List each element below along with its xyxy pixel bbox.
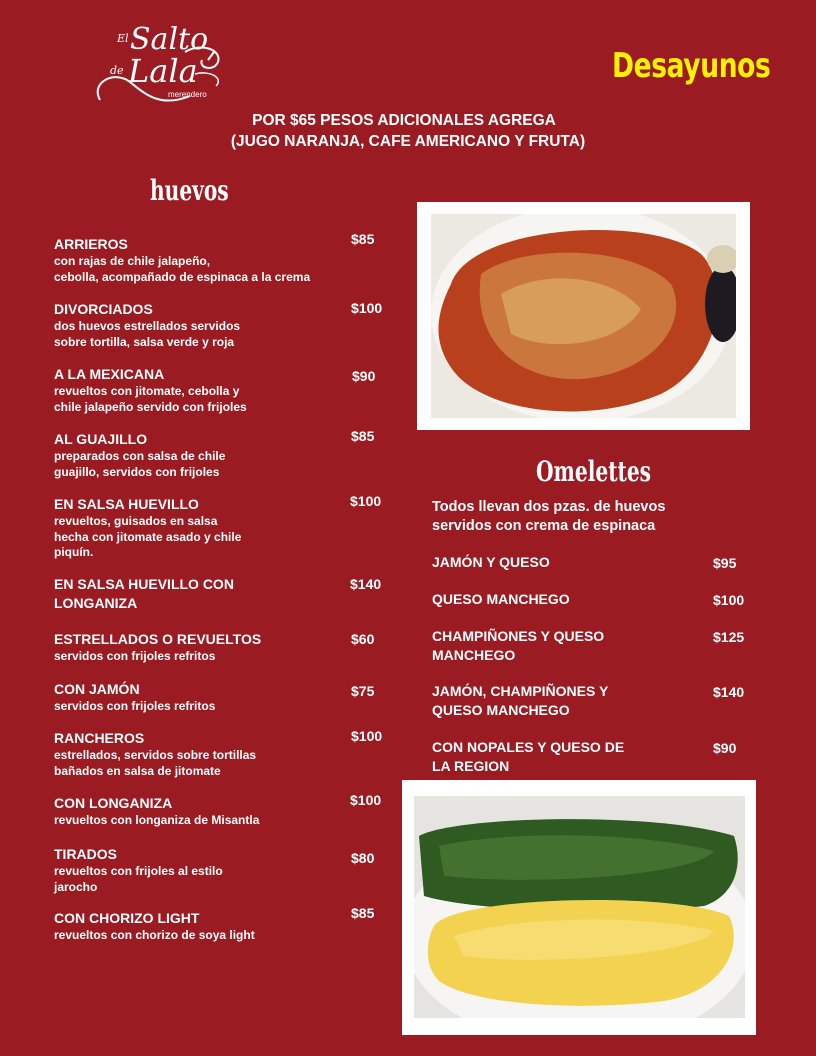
item-description: revueltos con chorizo de soya light (54, 928, 255, 942)
item-price: $100 (351, 728, 383, 744)
item-description: servidos con frijoles refritos (54, 699, 216, 713)
item-name: CON NOPALES Y QUESO DE (432, 739, 625, 755)
item-price: $125 (713, 629, 745, 645)
item-name: ESTRELLADOS O REVUELTOS (54, 631, 262, 647)
item-description: revueltos con jitomate, cebolla y (54, 384, 240, 398)
item-price: $100 (351, 300, 383, 316)
huevos-item (54, 495, 241, 561)
item-name: CON LONGANIZA (54, 795, 173, 811)
omelette-item (432, 590, 570, 609)
item-description: jarocho (54, 879, 98, 894)
item-description: estrellados, servidos sobre tortillas (54, 748, 257, 762)
item-description: sobre tortilla, salsa verde y roja (54, 334, 235, 349)
omelette-dish-photo (414, 796, 745, 1018)
promo-line-2: (JUGO NARANJA, CAFE AMERICANO Y FRUTA) (230, 133, 586, 150)
item-description: chile jalapeño servido con frijoles (54, 399, 247, 414)
huevos-item (54, 845, 223, 895)
item-name: CON JAMÓN (54, 681, 140, 697)
item-description: revueltos con longaniza de Misantla (54, 813, 260, 827)
item-description: piquín. (54, 545, 94, 559)
omelette-item (432, 627, 604, 665)
item-name: EN SALSA HUEVILLO (54, 496, 199, 512)
page-title: Desayunos (612, 46, 771, 86)
item-name: LA REGION (432, 758, 510, 774)
huevos-section-title: huevos (150, 174, 229, 207)
item-name: CON CHORIZO LIGHT (54, 910, 200, 926)
omelettes-intro-line-1: Todos llevan dos pzas. de huevos (432, 499, 666, 515)
huevos-item (54, 909, 255, 944)
item-description: revueltos, guisados en salsa (54, 514, 218, 528)
huevos-item (54, 235, 310, 285)
item-description: hecha con jitomate asado y chile (54, 529, 242, 544)
item-name: EN SALSA HUEVILLO CON (54, 576, 234, 592)
huevos-item (54, 300, 240, 350)
item-name: DIVORCIADOS (54, 301, 153, 317)
omelettes-intro-line-2: servidos con crema de espinaca (432, 518, 656, 534)
photo-frame-omelette (402, 780, 756, 1035)
omelette-item (432, 738, 624, 776)
item-price: $100 (350, 792, 382, 808)
item-price: $90 (352, 368, 376, 384)
item-price: $95 (713, 555, 737, 571)
item-name: AL GUAJILLO (54, 431, 148, 447)
huevos-item (54, 365, 247, 415)
item-description: revueltos con frijoles al estilo (54, 864, 223, 878)
item-name: JAMÓN Y QUESO (432, 554, 550, 570)
logo-text-merendero: merendero (168, 90, 207, 99)
promo-line-1: POR $65 PESOS ADICIONALES AGREGA (252, 112, 556, 129)
item-price: $140 (713, 684, 745, 700)
huevos-item (54, 680, 215, 715)
item-name: QUESO MANCHEGO (432, 591, 570, 607)
item-description: servidos con frijoles refritos (54, 649, 216, 663)
item-price: $85 (351, 428, 375, 444)
item-price: $100 (713, 592, 745, 608)
huevos-item (54, 729, 256, 779)
item-description: dos huevos estrellados servidos (54, 319, 241, 333)
logo-text-de: de (110, 64, 124, 77)
item-name: A LA MEXICANA (54, 366, 165, 382)
item-price: $80 (351, 850, 375, 866)
item-name: JAMÓN, CHAMPIÑONES Y (432, 683, 609, 699)
item-price: $100 (350, 493, 382, 509)
photo-frame-huevos (417, 202, 750, 430)
item-description: con rajas de chile jalapeño, (54, 254, 211, 268)
item-description: cebolla, acompañado de espinaca a la crema (54, 269, 311, 284)
huevos-dish-photo (431, 214, 736, 418)
logo-text-el: El (117, 32, 129, 45)
item-price: $75 (351, 683, 375, 699)
item-price: $85 (351, 905, 375, 921)
item-price: $140 (350, 576, 382, 592)
item-price: $85 (351, 231, 375, 247)
item-description: preparados con salsa de chile (54, 449, 226, 463)
huevos-item (54, 430, 225, 480)
logo-text-lala: Lala (128, 52, 198, 90)
item-price: $60 (351, 631, 375, 647)
item-name: LONGANIZA (54, 595, 138, 611)
item-name: ARRIEROS (54, 236, 128, 252)
omelette-item (432, 553, 550, 572)
item-description: guajillo, servidos con frijoles (54, 464, 220, 479)
huevos-item (54, 794, 259, 829)
huevos-item (54, 575, 234, 613)
item-price: $90 (713, 740, 737, 756)
item-name: MANCHEGO (432, 647, 516, 663)
item-name: TIRADOS (54, 846, 117, 862)
item-description: bañados en salsa de jitomate (54, 763, 221, 778)
item-name: QUESO MANCHEGO (432, 702, 570, 718)
omelettes-section-title: Omelettes (536, 455, 652, 488)
logo-text-salto: Salto (130, 22, 209, 57)
item-name: CHAMPIÑONES Y QUESO (432, 628, 605, 644)
item-name: RANCHEROS (54, 730, 145, 746)
omelette-item (432, 682, 608, 720)
huevos-item (54, 630, 261, 665)
